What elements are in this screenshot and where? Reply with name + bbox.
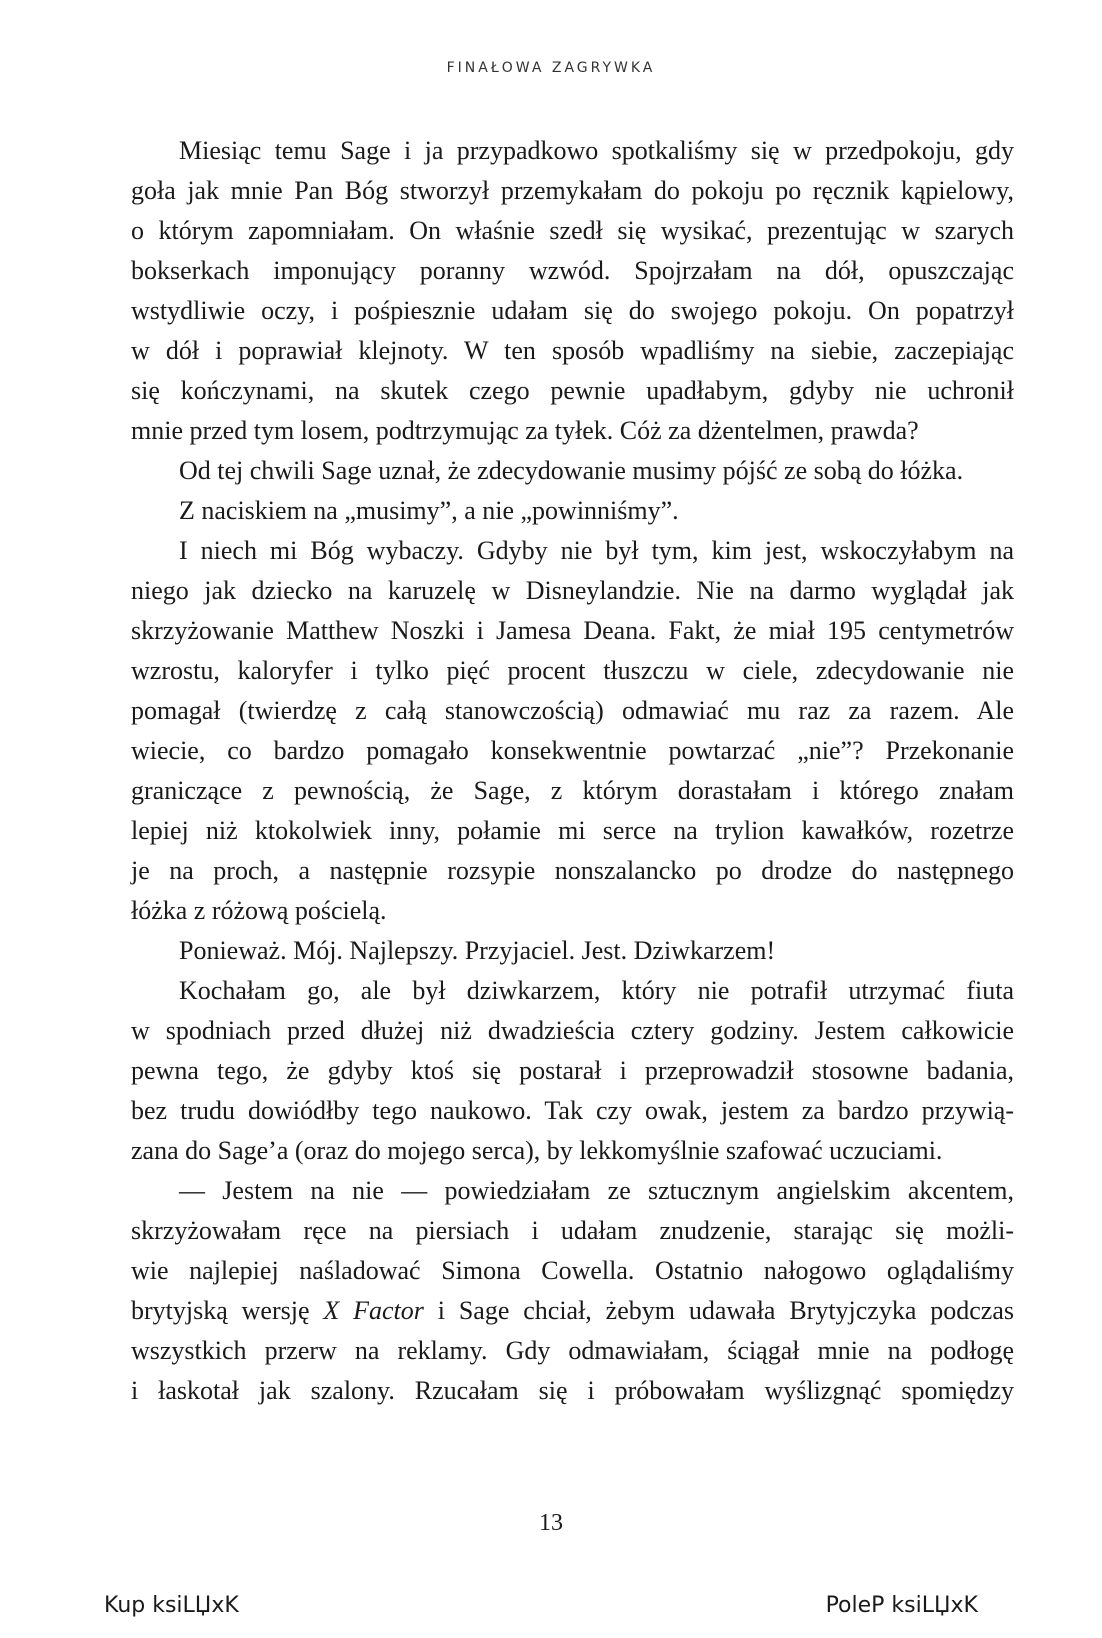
text-line: — Jestem na nie — powiedziałam ze sztucznym angielskim akcentem, [179,1176,1014,1205]
text-line: wzrostu, kaloryfer i tylko pięć procent tłuszczu w ciele, zdecydowanie nie [131,656,1014,685]
text-line: skrzyżowałam ręce na piersiach i udałam znudzenie, starając się możli- [131,1216,1014,1245]
text-line: mnie przed tym losem, podtrzymując za tyłek. Cóż za dżentelmen, prawda? [131,416,919,445]
buy-book-link[interactable]: Kup ksiLЏхK [104,1593,239,1618]
text-line: lepiej niż ktokolwiek inny, połamie mi serce na trylion kawałków, rozetrze [131,816,1014,845]
text-line: zana do Sage’a (oraz do mojego serca), by lekkomyślnie szafować uczuciami. [131,1136,943,1165]
title-emphasis: X Factor [323,1296,424,1325]
text-line: je na proch, a następnie rozsypie nonszalancko po drodze do następnego [131,856,1014,885]
text-line: graniczące z pewnością, że Sage, z którym dorastałam i którego znałam [131,776,1014,805]
text-line: w dół i poprawiał klejnoty. W ten sposób wpadliśmy na siebie, zaczepiając [131,336,1014,365]
text-line: niego jak dziecko na karuzelę w Disneylandzie. Nie na darmo wyglądał jak [131,576,1014,605]
text-line: łóżka z różową pościelą. [131,896,387,925]
text-line: goła jak mnie Pan Bóg stworzył przemykałam do pokoju po ręcznik kąpielowy, [131,176,1014,205]
text-line: skrzyżowanie Matthew Noszki i Jamesa Deana. Fakt, że miał 195 centymetrów [131,616,1014,645]
text-line: I niech mi Bóg wybaczy. Gdyby nie był tym, kim jest, wskoczyłabym na [179,536,1014,565]
text-line: bez trudu dowiódłby tego naukowo. Tak czy owak, jestem za bardzo przywią- [131,1096,1014,1125]
text-line: w spodniach przed dłużej niż dwadzieścia cztery godziny. Jestem całkowicie [131,1016,1014,1045]
text-line: się kończynami, na skutek czego pewnie upadłabym, gdyby nie uchronił [131,376,1014,405]
text-line: brytyjską wersję X Factor i Sage chciał, żebym udawała Brytyjczyka podczas [131,1296,1014,1325]
text-line: pomagał (twierdzę z całą stanowczością) odmawiać mu raz za razem. Ale [131,696,1014,725]
running-head: FINAŁOWA ZAGRYWKA [446,60,656,76]
text-line: wszystkich przerw na reklamy. Gdy odmawiałam, ściągał mnie na podłogę [131,1336,1014,1365]
recommend-book-link[interactable]: PoleP ksiLЏхK [825,1593,978,1618]
text-line: wie najlepiej naśladować Simona Cowella. Ostatnio nałogowo oglądaliśmy [131,1256,1014,1285]
body-text [131,131,1014,1411]
text-line: Miesiąc temu Sage i ja przypadkowo spotkaliśmy się w przedpokoju, gdy [179,136,1014,165]
text-line: Od tej chwili Sage uznał, że zdecydowanie musimy pójść ze sobą do łóżka. [179,456,964,485]
page-number: 13 [539,1510,563,1536]
text-line: i łaskotał jak szalony. Rzucałam się i próbowałam wyślizgnąć spomiędzy [131,1376,1014,1405]
text-line: Z naciskiem na „musimy”, a nie „powinniśmy”. [179,496,679,525]
text-line: wiecie, co bardzo pomagało konsekwentnie powtarzać „nie”? Przekonanie [131,736,1014,765]
text-line: bokserkach imponujący poranny wzwód. Spojrzałam na dół, opuszczając [131,256,1014,285]
text-line: o którym zapomniałam. On właśnie szedł się wysikać, prezentując w szarych [131,216,1014,245]
text-line: Ponieważ. Mój. Najlepszy. Przyjaciel. Jest. Dziwkarzem! [179,936,776,965]
text-line: wstydliwie oczy, i pośpiesznie udałam się do swojego pokoju. On popatrzył [131,296,1014,325]
text-line: pewna tego, że gdyby ktoś się postarał i przeprowadził stosowne badania, [131,1056,1014,1085]
text-line: Kochałam go, ale był dziwkarzem, który nie potrafił utrzymać fiuta [179,976,1014,1005]
